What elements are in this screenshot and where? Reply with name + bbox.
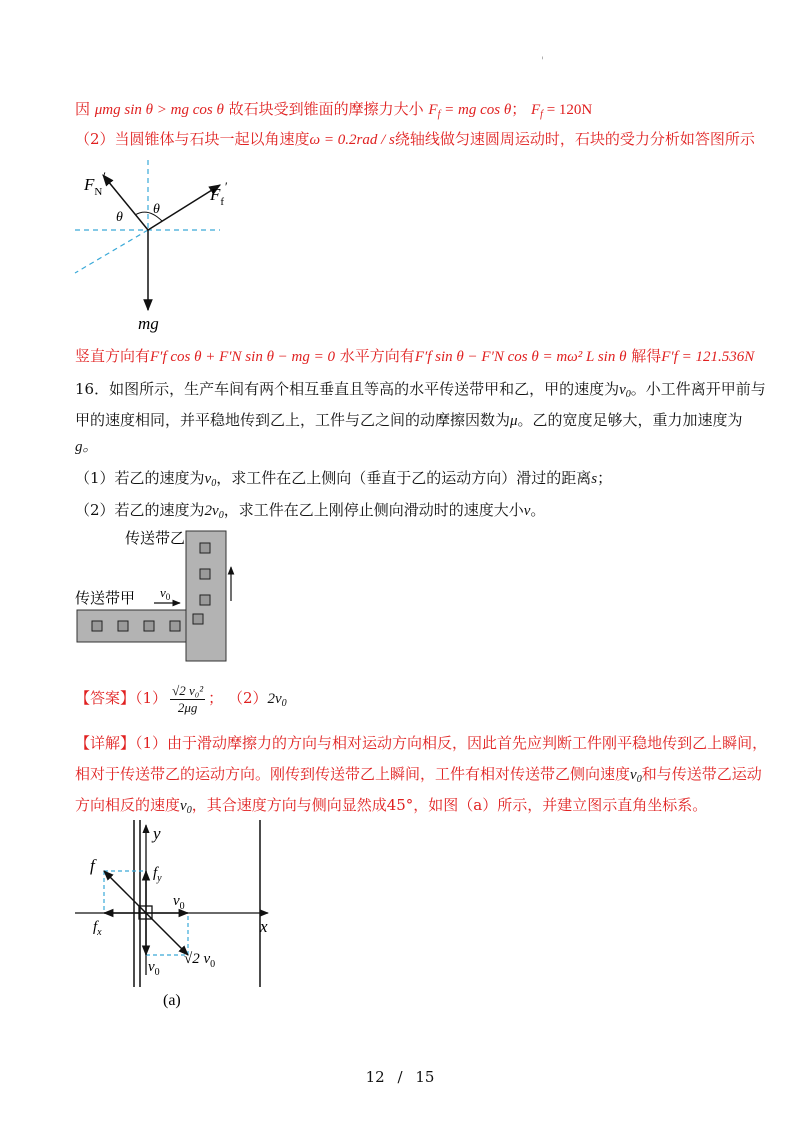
page-current: 12 bbox=[365, 1068, 385, 1086]
part2-intro: （2）当圆锥体与石块一起以角速度 bbox=[75, 130, 310, 148]
detail-tag: 【详解】 bbox=[75, 734, 136, 752]
friction-compare-math: 因 μmg sin θ > mg cos θ bbox=[75, 100, 224, 118]
normal-force-label: $F_N'$ bbox=[84, 169, 106, 198]
page-total: 15 bbox=[415, 1068, 435, 1086]
solve-label: 解得 bbox=[631, 347, 662, 365]
workpiece bbox=[200, 595, 210, 605]
answer-2: $2v_0$ bbox=[267, 691, 287, 709]
solution-line-3 bbox=[75, 346, 754, 367]
v0-down-label: $v_0$ bbox=[148, 959, 160, 978]
workpiece bbox=[144, 621, 154, 631]
page-number bbox=[0, 1068, 800, 1086]
y-axis-label: y bbox=[153, 824, 161, 843]
answer-1-fraction: $\frac{\text{√2 v₀²}}{2\mu g}$ bbox=[172, 682, 204, 715]
normal-force-arrow bbox=[103, 175, 148, 230]
workpiece bbox=[92, 621, 102, 631]
workpiece bbox=[200, 569, 210, 579]
resultant-velocity-arrow bbox=[146, 913, 188, 955]
friction-force-label: $F_f'$ bbox=[210, 179, 227, 208]
omega-value: ω = 0.2rad / s bbox=[309, 132, 395, 148]
conveyor-diagram bbox=[70, 523, 260, 668]
detail-line-3: 方向相反的速度$v_0$，其合速度方向与侧向显然成45°，如图（a）所示，并建立图示直角坐标系。 bbox=[75, 796, 708, 816]
solution-line-2 bbox=[75, 129, 755, 150]
figure-a-caption: (a) bbox=[163, 992, 181, 1009]
top-mark: ' bbox=[541, 56, 544, 67]
detail-line-2: 相对于传送带乙的运动方向。刚传到传送带乙上瞬间，工件有相对传送带乙侧向速度$v_0$和与传送带乙运动 bbox=[75, 765, 762, 785]
answer-line: 【答案】（1） $\frac{\text{√2 v₀²}}{2\mu g}$ ； $(2)2v_0$ bbox=[75, 682, 287, 715]
x-axis-label: x bbox=[260, 917, 268, 936]
gravity-label: mg bbox=[138, 314, 159, 333]
q16-line-1: 16．如图所示，生产车间有两个相互垂直且等高的水平传送带甲和乙，甲的速度为$v_0$。小工件离开甲前与 bbox=[75, 380, 766, 400]
horizontal-equation: F′f sin θ − F′N cos θ = mω² L sin θ bbox=[414, 349, 627, 365]
solution-line-1 bbox=[75, 99, 592, 125]
workpiece bbox=[170, 621, 180, 631]
fx-label: $f_x$ bbox=[93, 919, 102, 938]
v0-symbol: $v_0$ bbox=[619, 382, 631, 400]
answer-tag: 【答案】 bbox=[75, 689, 136, 707]
theta-top: θ bbox=[153, 202, 160, 217]
belt-jia-label: 传送带甲 bbox=[75, 591, 136, 607]
vertical-label: 竖直方向有 bbox=[75, 347, 151, 365]
vertical-equation: F′f cos θ + F′N sin θ − mg = 0 bbox=[150, 349, 336, 365]
workpiece bbox=[118, 621, 128, 631]
f-label: f bbox=[90, 856, 95, 875]
theta-left: θ bbox=[116, 210, 123, 225]
separator: ； bbox=[511, 100, 527, 118]
friction-text: 故石块受到锥面的摩擦力大小 bbox=[228, 100, 424, 118]
friction-result: $F_f = 120N$ bbox=[531, 102, 593, 120]
workpiece bbox=[193, 614, 203, 624]
q16-line-2: 甲的速度相同，并平稳地传到乙上，工件与乙之间的动摩擦因数为μ。乙的宽度足够大，重力加速度为 bbox=[75, 411, 743, 429]
friction-formula: $F_f$ = mg cos θ bbox=[428, 102, 512, 120]
horizontal-label: 水平方向有 bbox=[339, 347, 415, 365]
workpiece bbox=[200, 543, 210, 553]
belt-jia-velocity-label: $v_0$ bbox=[160, 585, 171, 602]
resultant-velocity-label: √2 $v_0$ bbox=[184, 951, 216, 970]
part2-rest: 绕轴线做匀速圆周运动时，石块的受力分析如答图所示 bbox=[394, 130, 755, 148]
page-separator: / bbox=[397, 1068, 403, 1086]
q16-line-3: g。 bbox=[75, 439, 98, 455]
mu-symbol: μ bbox=[510, 413, 518, 429]
force-diagram bbox=[70, 155, 300, 340]
q16-sub-1: （1）若乙的速度为$v_0$，求工件在乙上侧向（垂直于乙的运动方向）滑过的距离s； bbox=[75, 469, 613, 489]
velocity-diagram-a bbox=[70, 815, 285, 1010]
dashed-slope-line bbox=[75, 230, 148, 273]
fy-label: $f_y$ bbox=[153, 865, 162, 884]
belt-yi-label: 传送带乙 bbox=[125, 531, 186, 547]
q16-sub-2: （2）若乙的速度为$2v_0$，求工件在乙上刚停止侧向滑动时的速度大小v。 bbox=[75, 501, 546, 521]
detail-line-1: 【详解】（1）由于滑动摩擦力的方向与相对运动方向相反，因此首先应判断工件刚平稳地传到乙上瞬间， bbox=[75, 734, 768, 752]
v0-right-label: $v_0$ bbox=[173, 893, 185, 912]
solve-result: F′f = 121.536N bbox=[661, 349, 755, 365]
